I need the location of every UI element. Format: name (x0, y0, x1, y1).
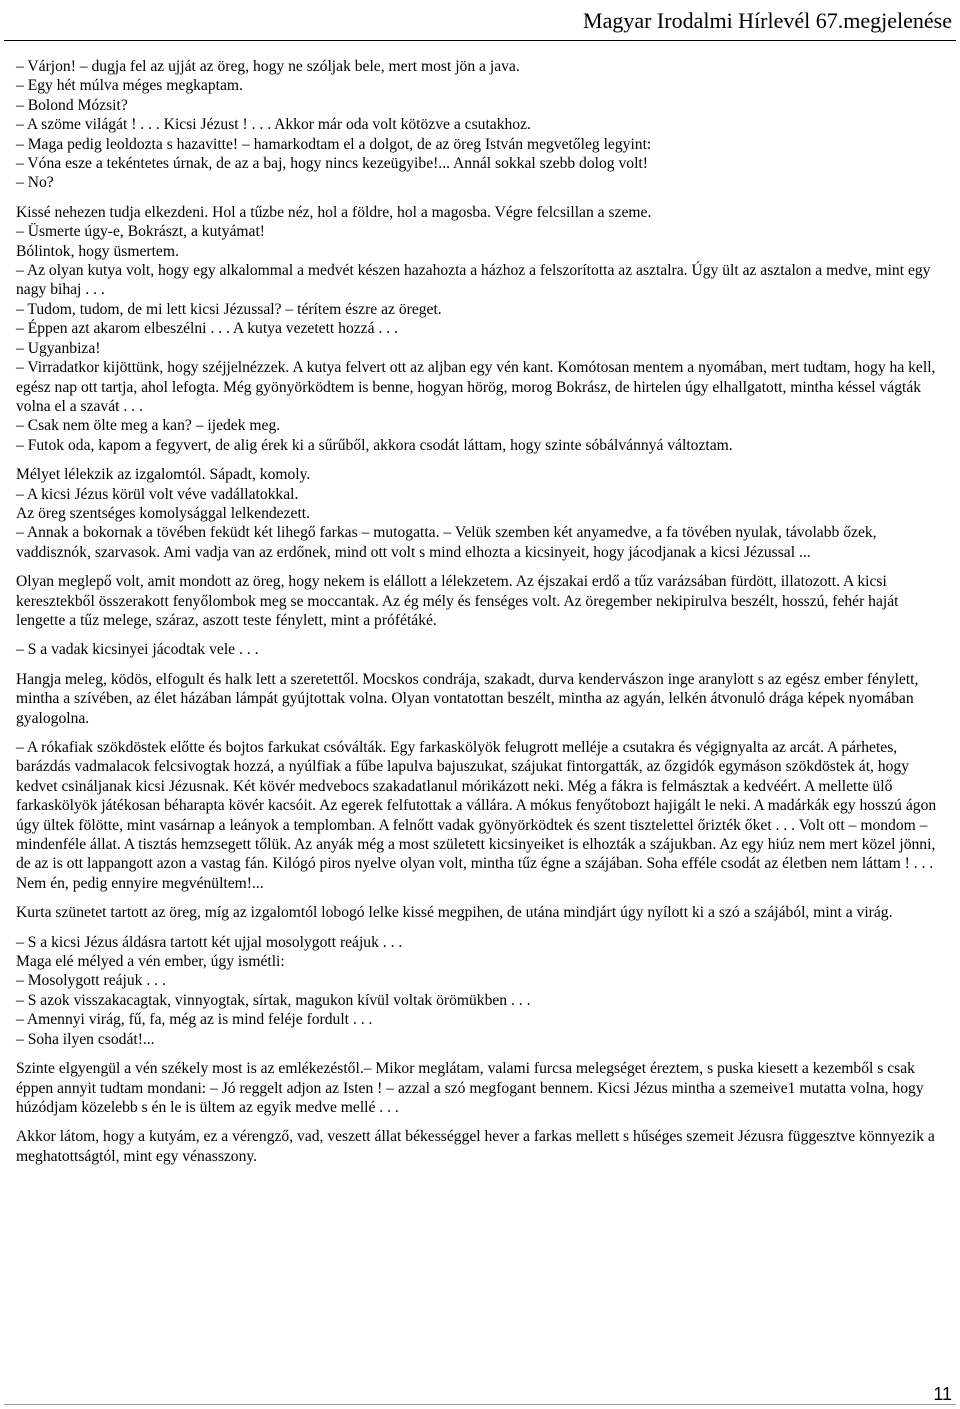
text-line: – Futok oda, kapom a fegyvert, de alig érek ki a sűrűből, akkora csodát láttam, hogy szinte sóbálvánnyá változtam. (16, 436, 733, 454)
text-line: – Várjon! – dugja fel az ujját az öreg, hogy ne szóljak bele, mert most jön a java. (16, 58, 520, 75)
text-line: – No? (16, 174, 54, 192)
text-line: Az öreg szentséges komolysággal lelkendezett. (16, 504, 311, 522)
text-block (16, 738, 944, 893)
text-line: Olyan meglepő volt, amit mondott az öreg, hogy nekem is elállott a lélekzetem. Az éjszakai erdő a tűz varázsában fürdött, illatozott. A kicsi keresztekből összerakott fenyőlombok meg se moccantak. Az ég mély és fenséges volt. Az öregember nekipirulva beszélt, hosszú, fehér haját lengette a tűz melege, száraz, aszott teste fénylett, mint a prófétáké. (16, 573, 899, 629)
text-line: – A kicsi Jézus körül volt véve vadállatokkal. (16, 485, 299, 503)
text-line: Kurta szünetet tartott az öreg, míg az izgalomtól lobogó lelke kissé megpihen, de utána mindjárt úgy nyílott ki a szó a szájából, mint a virág. (16, 904, 893, 922)
text-line: – S a vadak kicsinyei jácodtak vele . . . (16, 641, 259, 659)
text-line: – Mosolygott reájuk . . . (16, 972, 166, 990)
text-line: – Éppen azt akarom elbeszélni . . . A kutya vezetett hozzá . . . (16, 320, 398, 338)
text-block (16, 465, 944, 562)
text-line: – Bolond Mózsit? (16, 96, 128, 114)
text-line: – A rókafiak szökdöstek előtte és bojtos farkukat csóválták. Egy farkaskölyök felugrott melléje a csutakra és végignyalta az arcát. A párhetes, barázdás vadmalacok felcsivogtak hozzá, a nyúlfiak a fűbe lapulva bajuszukat, szájukat fintorgatták, az őzgidók egymáson szökdöstek át, hogy kedvet csináljanak kicsi Jézusnak. Két kövér medvebocs szakadatlanul mórikázott neki. Még a fákra is felmásztak a kedvéért. A mellette ülő farkaskölyök játékosan béharapta kövér kacsóit. Az egerek felfutottak a vállára. A mókus fenyőtobozt hajigált le neki. A madárkák egy hosszú ágon úgy ültek fölötte, mint vasárnap a leányok a templomban. A felnőtt vadak gyönyörködtek és szent tisztelettel őrizték őket . . . Volt ott – mondom – mindenféle állat. A tisztás hemzsegett tőlük. Az anyák még a most született kicsinyeiket is elhozták a szájukban. Az egy hiúz nem mert közel jönni, de az is ott lappangott azon a vastag fán. Kilógó piros nyelve olyan volt, mintha tűz égne a szájában. Soha efféle csodát az életben nem láttam ! . . . Nem én, pedig ennyire megvénültem!... (16, 739, 937, 892)
article-body (16, 57, 944, 1176)
newsletter-title: Magyar Irodalmi Hírlevél 67.megjelenése (583, 8, 952, 33)
text-line: Kissé nehezen tudja elkezdeni. Hol a tűzbe néz, hol a földre, hol a magosba. Végre felcsillan a szeme. (16, 203, 652, 221)
text-line: Maga elé mélyed a vén ember, úgy ismétli: (16, 953, 285, 971)
text-line: – Csak nem ölte meg a kan? – ijedek meg. (16, 417, 281, 435)
text-line: – Soha ilyen csodát!... (16, 1030, 155, 1048)
text-block (16, 933, 944, 1049)
footer-divider (4, 1404, 956, 1405)
page-number: 11 (933, 1384, 952, 1404)
text-line: Bólintok, hogy üsmertem. (16, 242, 179, 260)
text-line: Mélyet lélekzik az izgalomtól. Sápadt, komoly. (16, 466, 311, 484)
page-header (0, 4, 960, 38)
text-block (16, 203, 944, 455)
text-block (16, 1127, 944, 1166)
text-block (16, 670, 944, 728)
text-line: – Amennyi virág, fű, fa, még az is mind feléje fordult . . . (16, 1011, 373, 1029)
text-line: – A szöme világát ! . . . Kicsi Jézust ! . . . Akkor már oda volt kötözve a csutakhoz. (16, 116, 531, 134)
text-line: – S a kicsi Jézus áldásra tartott két ujjal mosolygott reájuk . . . (16, 933, 403, 951)
text-line: – S azok visszakacagtak, vinnyogtak, sírtak, magukon kívül voltak örömükben . . . (16, 991, 531, 1009)
text-line: – Virradatkor kijöttünk, hogy széjjelnézzek. A kutya felvert ott az aljban egy vén kant. Komótosan mentem a nyomában, mert tudtam, hogy ha kell, egész nap ott tartja, ahol lefogta. Még gyönyörködtem is benne, hogyan hörög, morog Bokrász, de hirtelen úgy elhallgatott, mintha késsel vágták volna el a szavát . . . (16, 359, 936, 415)
text-line: – Tudom, tudom, de mi lett kicsi Jézussal? – térítem észre az öreget. (16, 300, 442, 318)
text-block (16, 903, 944, 922)
text-line: – Annak a bokornak a tövében feküdt két lihegő farkas – mutogatta. – Velük szemben két anyamedve, a fa tövében nyulak, távolabb őzek, vaddisznók, szarvasok. Ami vadja van az erdőnek, mind ott volt s mind elhozta a kicsinyeit, hogy jácodjanak a kicsi Jézussal ... (16, 524, 877, 561)
text-line: – Egy hét múlva méges megkaptam. (16, 77, 243, 95)
text-line: – Üsmerte úgy-e, Bokrászt, a kutyámat! (16, 223, 265, 241)
text-block (16, 57, 944, 193)
text-line: – Ugyanbiza! (16, 339, 101, 357)
text-line: – Az olyan kutya volt, hogy egy alkalommal a medvét készen hazahozta a házhoz a felszorította az asztalra. Úgy ült az asztalon a medve, mint egy nagy bihaj . . . (16, 262, 931, 299)
text-block (16, 640, 944, 659)
text-line: Szinte elgyengül a vén székely most is az emlékezéstől.– Mikor meglátam, valami furcsa melegséget éreztem, s puska kiesett a kezemből s csak éppen annyit tudtam mondani: – Jó reggelt adjon az Isten ! – azzal a szó megfogant bennem. Kicsi Jézus mintha a szemeive1 mutatta volna, hogy húzódjam közelebb s én le is ültem az egyik medve mellé . . . (16, 1060, 924, 1116)
text-line: Akkor látom, hogy a kutyám, ez a vérengző, vad, veszett állat békességgel hever a farkas mellett s hűséges szemeit Jézusra függesztve könnyezik a meghatottságtól, mint egy vénasszony. (16, 1128, 935, 1165)
text-line: Hangja meleg, ködös, elfogult és halk lett a szeretettől. Mocskos condrája, szakadt, durva kendervászon inge aranylott s az egész ember fénylett, mintha a szívében, az élet házában lámpát gyújtottak volna. Olyan vontatottan beszélt, mintha az agyán, lelkén átvonuló drága képek nyomában gyalogolna. (16, 670, 919, 727)
text-line: – Maga pedig leoldozta s hazavitte! – hamarkodtam el a dolgot, de az öreg István megvetőleg legyint: (16, 135, 652, 153)
text-line: – Vóna esze a tekéntetes úrnak, de az a baj, hogy nincs kezeügyibe!... Annál sokkal szebb dolog volt! (16, 155, 648, 173)
header-divider (4, 40, 956, 41)
text-block (16, 1059, 944, 1117)
text-block (16, 572, 944, 630)
